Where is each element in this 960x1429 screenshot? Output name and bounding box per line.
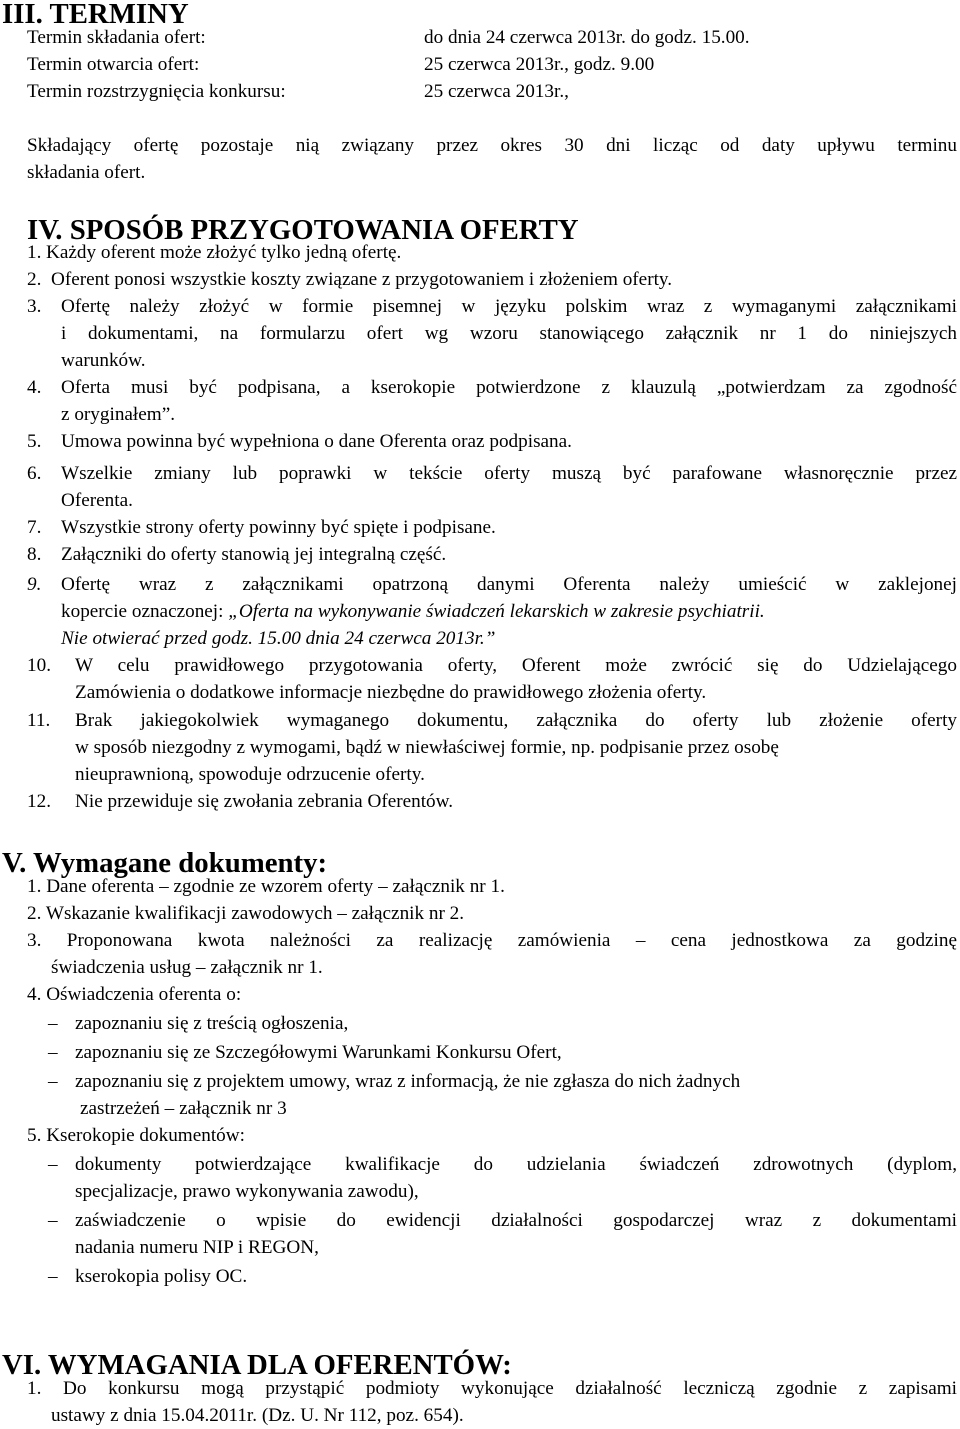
deadline-value-resolution: 25 czerwca 2013r., xyxy=(424,81,569,102)
deadline-label-submission: Termin składania ofert: xyxy=(27,27,206,48)
item-number: 6. xyxy=(27,463,42,484)
offer-item-4-line2: z oryginałem”. xyxy=(61,404,176,425)
item-number: 5. xyxy=(27,431,42,452)
section-v-heading: V. Wymagane dokumenty: xyxy=(2,847,328,879)
copy-insurance-policy: kserokopia polisy OC. xyxy=(75,1266,248,1287)
dash-bullet: – xyxy=(48,1210,58,1231)
offer-item-3-line1: Ofertę należy złożyć w formie pisemnej w języku polskim wraz z wymaganymi załącznikami xyxy=(61,296,957,317)
doc-item-4: 4. Oświadczenia oferenta o: xyxy=(27,984,242,1005)
item-number: 11. xyxy=(27,710,51,731)
offer-item-12: Nie przewiduje się zwołania zebrania Oferentów. xyxy=(75,791,454,812)
offer-item-9-line2 xyxy=(61,602,765,621)
copy-registration-line2: nadania numeru NIP i REGON, xyxy=(75,1237,319,1258)
requirement-item-1-line1: 1. Do konkursu mogą przystąpić podmioty wykonujące działalność leczniczą zgodnie z zapisami xyxy=(27,1378,957,1399)
deadline-value-opening: 25 czerwca 2013r., godz. 9.00 xyxy=(424,54,655,75)
offer-item-3-line3: warunków. xyxy=(61,350,146,371)
offer-item-3-line2: i dokumentami, na formularzu ofert wg wzoru stanowiącego załącznik nr 1 do niniejszych xyxy=(61,323,957,344)
section-vi-heading: VI. WYMAGANIA DLA OFERENTÓW: xyxy=(2,1349,512,1381)
copy-qualifications-line1: dokumenty potwierdzające kwalifikacje do udzielania świadczeń zdrowotnych (dyplom, xyxy=(75,1154,957,1175)
offer-item-10-line2: Zamówienia o dodatkowe informacje niezbędne do prawidłowego złożenia oferty. xyxy=(75,682,707,703)
item-number: 9. xyxy=(27,574,42,595)
statement-contract-line2: zastrzeżeń – załącznik nr 3 xyxy=(80,1098,287,1119)
doc-item-3-line1: 3. Proponowana kwota należności za realizację zamówienia – cena jednostkowa za godzinę xyxy=(27,930,957,951)
statement-ad-notice: zapoznaniu się z treścią ogłoszenia, xyxy=(75,1013,349,1034)
item-number: 3. xyxy=(27,296,42,317)
section-iv-heading: IV. SPOSÓB PRZYGOTOWANIA OFERTY xyxy=(27,214,579,246)
dash-bullet: – xyxy=(48,1266,58,1287)
dash-bullet: – xyxy=(48,1013,58,1034)
copy-qualifications-line2: specjalizacje, prawo wykonywania zawodu), xyxy=(75,1181,419,1202)
item-number: 1. xyxy=(27,242,42,263)
offer-item-8: Załączniki do oferty stanowią jej integralną część. xyxy=(61,544,447,565)
binding-period-line1: Składający ofertę pozostaje nią związany przez okres 30 dni licząc od daty upływu terminu xyxy=(27,135,957,156)
offer-item-7: Wszystkie strony oferty powinny być spięte i podpisane. xyxy=(61,517,496,538)
dash-bullet: – xyxy=(48,1071,58,1092)
doc-item-3-line2: świadczenia usług – załącznik nr 1. xyxy=(51,957,323,978)
dash-bullet: – xyxy=(48,1154,58,1175)
item-number: 12. xyxy=(27,791,51,812)
item-number: 7. xyxy=(27,517,42,538)
offer-item-11-line2: w sposób niezgodny z wymogami, bądź w niewłaściwej formie, np. podpisanie przez osobę xyxy=(75,737,779,758)
offer-item-10-line1: W celu prawidłowego przygotowania oferty, Oferent może zwrócić się do Udzielającego xyxy=(75,655,957,676)
doc-item-2: 2. Wskazanie kwalifikacji zawodowych – załącznik nr 2. xyxy=(27,903,465,924)
offer-item-9-line3: Nie otwierać przed godz. 15.00 dnia 24 czerwca 2013r.” xyxy=(61,628,496,649)
doc-item-5: 5. Kserokopie dokumentów: xyxy=(27,1125,245,1146)
offer-item-9-line1: Ofertę wraz z załącznikami opatrzoną danymi Oferenta należy umieścić w zaklejonej xyxy=(61,574,957,595)
offer-item-6-line2: Oferenta. xyxy=(61,490,133,511)
deadline-value-submission: do dnia 24 czerwca 2013r. do godz. 15.00. xyxy=(424,27,750,48)
item-number: 2. xyxy=(27,269,42,290)
offer-item-11-line3: nieuprawnioną, spowoduje odrzucenie oferty. xyxy=(75,764,425,785)
item-number: 8. xyxy=(27,544,42,565)
dash-bullet: – xyxy=(48,1042,58,1063)
statement-contract-line1: zapoznaniu się z projektem umowy, wraz z informacją, że nie zgłasza do nich żadnych xyxy=(75,1071,741,1092)
doc-item-1: 1. Dane oferenta – zgodnie ze wzorem oferty – załącznik nr 1. xyxy=(27,876,505,897)
offer-item-4-line1: Oferta musi być podpisana, a kserokopie potwierdzone z klauzulą „potwierdzam za zgodność xyxy=(61,377,957,398)
offer-item-11-line1: Brak jakiegokolwiek wymaganego dokumentu, załącznika do oferty lub złożenie oferty xyxy=(75,710,957,731)
deadline-label-opening: Termin otwarcia ofert: xyxy=(27,54,200,75)
offer-item-5: Umowa powinna być wypełniona o dane Oferenta oraz podpisana. xyxy=(61,431,572,452)
section-iii-heading: III. TERMINY xyxy=(2,0,189,30)
copy-registration-line1: zaświadczenie o wpisie do ewidencji działalności gospodarczej wraz z dokumentami xyxy=(75,1210,957,1231)
offer-item-1: Każdy oferent może złożyć tylko jedną ofertę. xyxy=(46,242,402,263)
envelope-label-italic: „Oferta na wykonywanie świadczeń lekarskich w zakresie psychiatrii. xyxy=(228,601,765,622)
requirement-item-1-line2: ustawy z dnia 15.04.2011r. (Dz. U. Nr 112, poz. 654). xyxy=(51,1405,464,1426)
binding-period-line2: składania ofert. xyxy=(27,162,146,183)
offer-item-6-line1: Wszelkie zmiany lub poprawki w tekście oferty muszą być parafowane własnoręcznie przez xyxy=(61,463,957,484)
item-number: 4. xyxy=(27,377,42,398)
item-number: 10. xyxy=(27,655,51,676)
offer-item-2: Oferent ponosi wszystkie koszty związane z przygotowaniem i złożeniem oferty. xyxy=(51,269,673,290)
statement-contest-terms: zapoznaniu się ze Szczegółowymi Warunkami Konkursu Ofert, xyxy=(75,1042,562,1063)
envelope-label-prefix: kopercie oznaczonej: xyxy=(61,601,229,622)
deadline-label-resolution: Termin rozstrzygnięcia konkursu: xyxy=(27,81,286,102)
